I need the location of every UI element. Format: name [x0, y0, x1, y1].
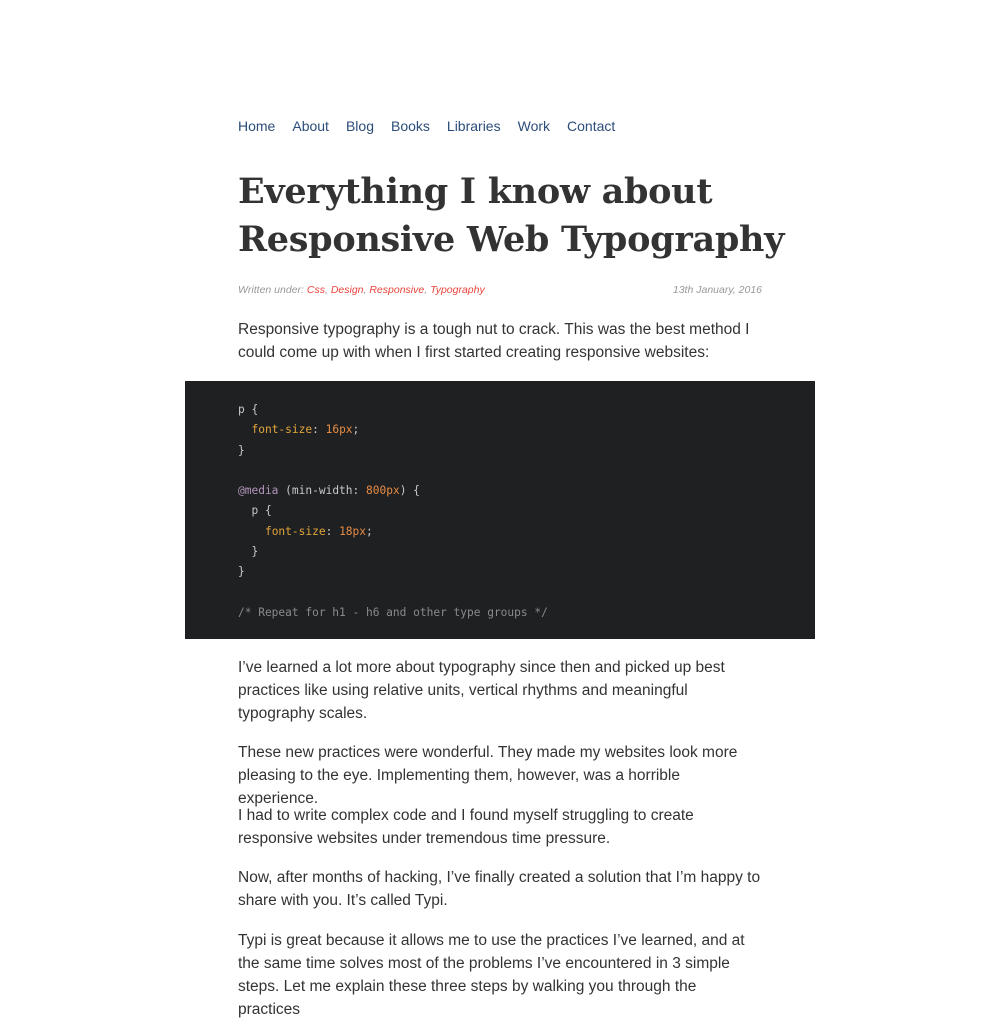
- nav-link-about[interactable]: About: [292, 118, 329, 134]
- body-paragraph: These new practices were wonderful. They made my websites look more pleasing to the eye. Implementing them, however, was a horrible experience.: [238, 744, 738, 807]
- code-content: p { font-size: 16px; } @media (min-width: 800px) { p { font-size: 18px; } } /* Repeat for h1 - h6 and other type groups */: [238, 403, 548, 619]
- post-tags: Written under: Css, Design, Responsive, Typography: [238, 284, 485, 296]
- body-paragraph: Typi is great because it allows me to use the practices I’ve learned, and at the same time solves most of the problems I’ve encountered in 3 simple steps. Let me explain these three steps by walking you through the practices: [238, 932, 745, 1018]
- written-under-label: Written under:: [238, 284, 304, 296]
- tag-link-responsive[interactable]: Responsive: [369, 284, 425, 296]
- main-nav: [238, 116, 615, 136]
- nav-link-libraries[interactable]: Libraries: [446, 118, 501, 134]
- tag-link-typography[interactable]: Typography: [430, 284, 485, 296]
- nav-link-books[interactable]: Books: [390, 118, 430, 134]
- post-date: 13th January, 2016: [672, 284, 762, 296]
- intro-paragraph: Responsive typography is a tough nut to crack. This was the best method I could come up with when I first started creating responsive websites:: [238, 321, 750, 361]
- body-paragraph: Now, after months of hacking, I’ve finally created a solution that I’m happy to share with you. It’s called Typi.: [238, 869, 761, 909]
- post-meta: [238, 282, 762, 298]
- nav-link-blog[interactable]: Blog: [345, 118, 374, 134]
- code-block: [185, 381, 815, 639]
- nav-link-work[interactable]: Work: [517, 118, 551, 134]
- post-title: Everything I know about Responsive Web Typography: [238, 171, 785, 260]
- nav-link-contact[interactable]: Contact: [567, 118, 616, 134]
- nav-link-home[interactable]: Home: [238, 118, 276, 134]
- tag-link-design[interactable]: Design: [330, 284, 364, 296]
- tag-link-css[interactable]: Css: [306, 284, 325, 296]
- body-paragraph: I had to write complex code and I found myself struggling to create responsive websites under tremendous time pressure.: [238, 807, 694, 847]
- body-paragraph: I’ve learned a lot more about typography since then and picked up best practices like using relative units, vertical rhythms and meaningful typography scales.: [238, 659, 725, 722]
